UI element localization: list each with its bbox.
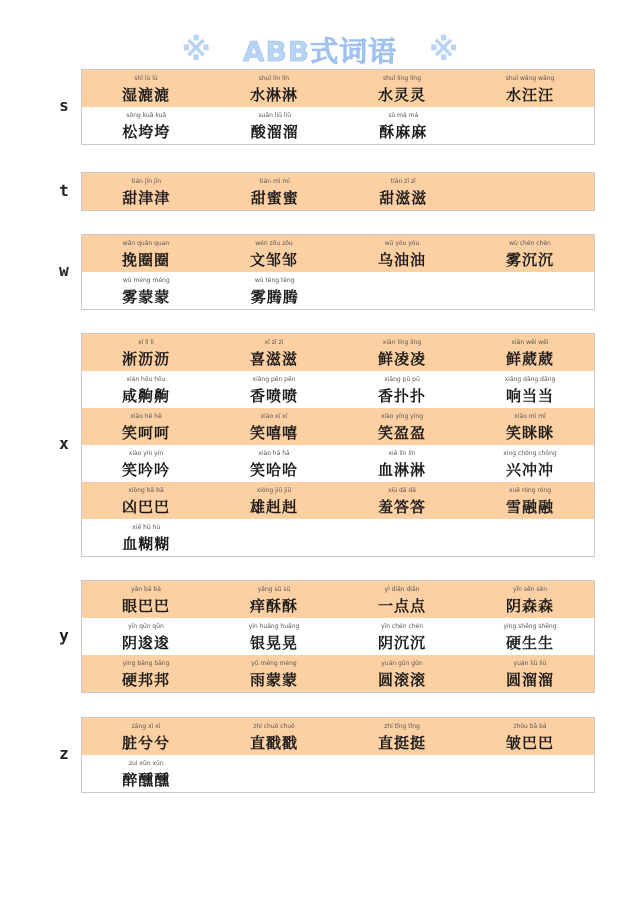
section-letter: z: [59, 744, 69, 763]
word: 雾蒙蒙: [122, 288, 171, 306]
title-mark-right: ※: [429, 32, 459, 68]
word-cell: [339, 107, 468, 144]
table-row: [82, 618, 594, 655]
word-cell: [338, 371, 466, 408]
word-cell: [210, 235, 338, 272]
pinyin: xiǎng dāng dāng: [504, 376, 556, 383]
word-cell: [466, 618, 594, 655]
word-cell: [210, 445, 338, 482]
word-cell: [338, 445, 466, 482]
pinyin: yín huǎng huǎng: [248, 623, 300, 630]
pinyin: yuán gǔn gǔn: [381, 660, 423, 667]
section-letter: t: [59, 180, 69, 200]
word: 硬生生: [505, 634, 554, 652]
pinyin: yīn chén chén: [380, 623, 424, 630]
pinyin: shuǐ lín lín: [258, 75, 290, 82]
word-cell: [466, 70, 594, 107]
word: 香喷喷: [249, 387, 298, 405]
pinyin: xiào yín yín: [128, 450, 164, 457]
word-table: [81, 234, 595, 310]
word: 水淋淋: [249, 86, 298, 104]
page-title: [0, 30, 640, 70]
pinyin: xióng jiū jiū: [256, 487, 292, 494]
pinyin: shuǐ líng líng: [382, 75, 422, 82]
pinyin: wù chén chén: [509, 240, 551, 247]
word: 咸齁齁: [121, 387, 170, 405]
word-cell: [82, 107, 211, 144]
word: 挽圈圈: [121, 251, 170, 269]
pinyin: xiào xī xī: [260, 413, 288, 420]
word-cell: [210, 581, 338, 618]
word-cell: [82, 235, 210, 272]
pinyin: suān liū liū: [258, 112, 291, 119]
pinyin: sū má má: [388, 112, 419, 119]
table-row: [82, 408, 594, 445]
pinyin: xiào mī mī: [514, 413, 546, 420]
pinyin: yǎng sū sū: [257, 586, 291, 593]
word-cell: [338, 618, 466, 655]
word: 笑盈盈: [377, 424, 426, 442]
word-cell: [210, 70, 338, 107]
table-row: [82, 718, 594, 755]
word-cell: [82, 408, 210, 445]
table-row: [82, 655, 594, 692]
word-cell: [82, 371, 210, 408]
word-table: [81, 333, 595, 557]
section-letter: y: [59, 625, 69, 645]
word-table: [81, 69, 595, 145]
pinyin: xǐ zī zī: [264, 339, 284, 346]
word: 凶巴巴: [121, 498, 170, 516]
word: 甜滋滋: [379, 189, 428, 207]
word-cell: [82, 655, 210, 692]
word: 甜蜜蜜: [250, 189, 299, 207]
word: 香扑扑: [377, 387, 426, 405]
word: 雾腾腾: [250, 288, 299, 306]
title-mark-left: ※: [181, 32, 211, 68]
word: 甜津津: [122, 189, 171, 207]
word-cell: [82, 519, 211, 556]
word: 血糊糊: [122, 535, 171, 553]
pinyin: tián zī zī: [390, 178, 416, 185]
word: 一点点: [377, 597, 426, 615]
word-cell: [338, 482, 466, 519]
word: 笑呵呵: [121, 424, 170, 442]
word: 湿漉漉: [121, 86, 170, 104]
word-cell: [82, 581, 210, 618]
pinyin: yǔ méng méng: [251, 660, 297, 667]
pinyin: xián hōu hōu: [126, 376, 166, 383]
word: 雄赳赳: [249, 498, 298, 516]
word-cell: [338, 581, 466, 618]
word-cell: [466, 334, 594, 371]
word: 银晃晃: [249, 634, 298, 652]
word: 笑哈哈: [249, 461, 298, 479]
word: 酥麻麻: [379, 123, 428, 141]
pinyin: wū yóu yóu: [384, 240, 420, 247]
word-table: [81, 580, 595, 693]
word: 鲜凌凌: [377, 350, 426, 368]
table-row: [82, 755, 594, 792]
pinyin: yīn qūn qūn: [128, 623, 164, 630]
word-cell: [82, 334, 210, 371]
word: 硬邦邦: [121, 671, 170, 689]
word-cell: [338, 235, 466, 272]
pinyin: yìng shēng shēng: [503, 623, 557, 630]
word: 笑嘻嘻: [249, 424, 298, 442]
title-text: ABB式词语: [242, 35, 398, 68]
word-cell: [338, 718, 466, 755]
pinyin: xiū dā dā: [388, 487, 416, 494]
word-cell: [466, 371, 594, 408]
word-cell: [82, 173, 211, 210]
table-row: [82, 334, 594, 371]
table-row: [82, 445, 594, 482]
table-row: [82, 173, 594, 210]
table-row: [82, 235, 594, 272]
pinyin: xiāng pū pū: [384, 376, 420, 383]
word: 鲜葳葳: [505, 350, 554, 368]
word: 水灵灵: [377, 86, 426, 104]
word-cell: [210, 655, 338, 692]
word: 圆滚滚: [377, 671, 426, 689]
word: 雨蒙蒙: [249, 671, 298, 689]
section-letter: x: [59, 434, 69, 453]
word: 直戳戳: [249, 734, 298, 752]
pinyin: shuǐ wāng wāng: [505, 75, 555, 82]
word-cell: [211, 173, 340, 210]
word-table: [81, 172, 595, 211]
word-cell: [466, 581, 594, 618]
word-cell: [466, 445, 594, 482]
word: 雪融融: [505, 498, 554, 516]
word-cell: [338, 408, 466, 445]
table-row: [82, 272, 594, 309]
word-cell: [466, 408, 594, 445]
word: 醉醺醺: [122, 771, 171, 789]
table-row: [82, 107, 594, 144]
word-cell: [210, 408, 338, 445]
word-cell: [338, 334, 466, 371]
word-cell: [82, 755, 211, 792]
pinyin: wén zōu zōu: [255, 240, 293, 247]
word-cell: [82, 482, 210, 519]
word: 眼巴巴: [121, 597, 170, 615]
pinyin: wù méng méng: [122, 277, 170, 284]
pinyin: xìng chōng chōng: [503, 450, 557, 457]
table-row: [82, 581, 594, 618]
word: 乌油油: [377, 251, 426, 269]
word: 笑吟吟: [121, 461, 170, 479]
word: 喜滋滋: [249, 350, 298, 368]
word-cell: [211, 107, 340, 144]
word-cell: [466, 482, 594, 519]
pinyin: yǎn bā bā: [131, 586, 161, 593]
table-row: [82, 519, 594, 556]
word: 文邹邹: [249, 251, 298, 269]
table-row: [82, 371, 594, 408]
word: 酸溜溜: [250, 123, 299, 141]
pinyin: sōng kuǎ kuǎ: [126, 112, 167, 119]
word: 脏兮兮: [121, 734, 170, 752]
pinyin: xiě hū hū: [132, 524, 161, 531]
word: 淅沥沥: [121, 350, 170, 368]
word-cell: [466, 718, 594, 755]
word: 皱巴巴: [505, 734, 554, 752]
word: 雾沉沉: [505, 251, 554, 269]
word-cell: [82, 445, 210, 482]
pinyin: yuán liū liū: [513, 660, 547, 667]
word-cell: [210, 334, 338, 371]
word-cell: [210, 482, 338, 519]
pinyin: xiōng bā bā: [128, 487, 164, 494]
section-letter: w: [59, 261, 69, 280]
word: 羞答答: [377, 498, 426, 516]
pinyin: xiào yíng yíng: [380, 413, 424, 420]
pinyin: xiān wēi wēi: [511, 339, 549, 346]
word-cell: [466, 655, 594, 692]
word-cell: [210, 618, 338, 655]
pinyin: zhí tǐng tǐng: [384, 723, 420, 730]
pinyin: xiān líng líng: [382, 339, 422, 346]
pinyin: zāng xī xī: [131, 723, 161, 730]
word: 笑眯眯: [505, 424, 554, 442]
word-cell: [82, 272, 211, 309]
word-cell: [338, 70, 466, 107]
word-cell: [466, 235, 594, 272]
word: 兴冲冲: [505, 461, 554, 479]
pinyin: xiào hē hē: [130, 413, 162, 420]
table-row: [82, 70, 594, 107]
pinyin: shī lù lù: [134, 75, 158, 82]
pinyin: wǎn quān quan: [122, 240, 170, 247]
word-cell: [82, 718, 210, 755]
word: 响当当: [505, 387, 554, 405]
word: 阴沉沉: [377, 634, 426, 652]
word: 松垮垮: [122, 123, 171, 141]
word-cell: [210, 718, 338, 755]
pinyin: xiào hā hā: [258, 450, 290, 457]
word: 圆溜溜: [505, 671, 554, 689]
word-cell: [82, 70, 210, 107]
word: 痒酥酥: [249, 597, 298, 615]
pinyin: xiě lín lín: [388, 450, 416, 457]
word-cell: [339, 173, 468, 210]
pinyin: yīn sēn sēn: [512, 586, 548, 593]
pinyin: zhòu bā bā: [513, 723, 547, 730]
word-cell: [211, 272, 340, 309]
pinyin: zhí chuō chuō: [253, 723, 295, 730]
pinyin: zuì xūn xūn: [128, 760, 164, 767]
pinyin: yì diǎn diǎn: [384, 586, 420, 593]
table-row: [82, 482, 594, 519]
section-letter: s: [59, 96, 69, 115]
word: 阴逡逡: [121, 634, 170, 652]
word-cell: [338, 655, 466, 692]
pinyin: yìng bāng bāng: [122, 660, 170, 667]
pinyin: tián mì mì: [259, 178, 290, 185]
pinyin: xiāng pēn pēn: [252, 376, 296, 383]
pinyin: xī lì lì: [138, 339, 154, 346]
word: 血淋淋: [377, 461, 426, 479]
pinyin: xuě róng róng: [508, 487, 552, 494]
pinyin: wù téng téng: [254, 277, 295, 284]
word-cell: [210, 371, 338, 408]
word-cell: [82, 618, 210, 655]
word: 水汪汪: [505, 86, 554, 104]
pinyin: tián jīn jīn: [131, 178, 162, 185]
word: 阴森森: [505, 597, 554, 615]
word-table: [81, 717, 595, 793]
word: 直挺挺: [377, 734, 426, 752]
